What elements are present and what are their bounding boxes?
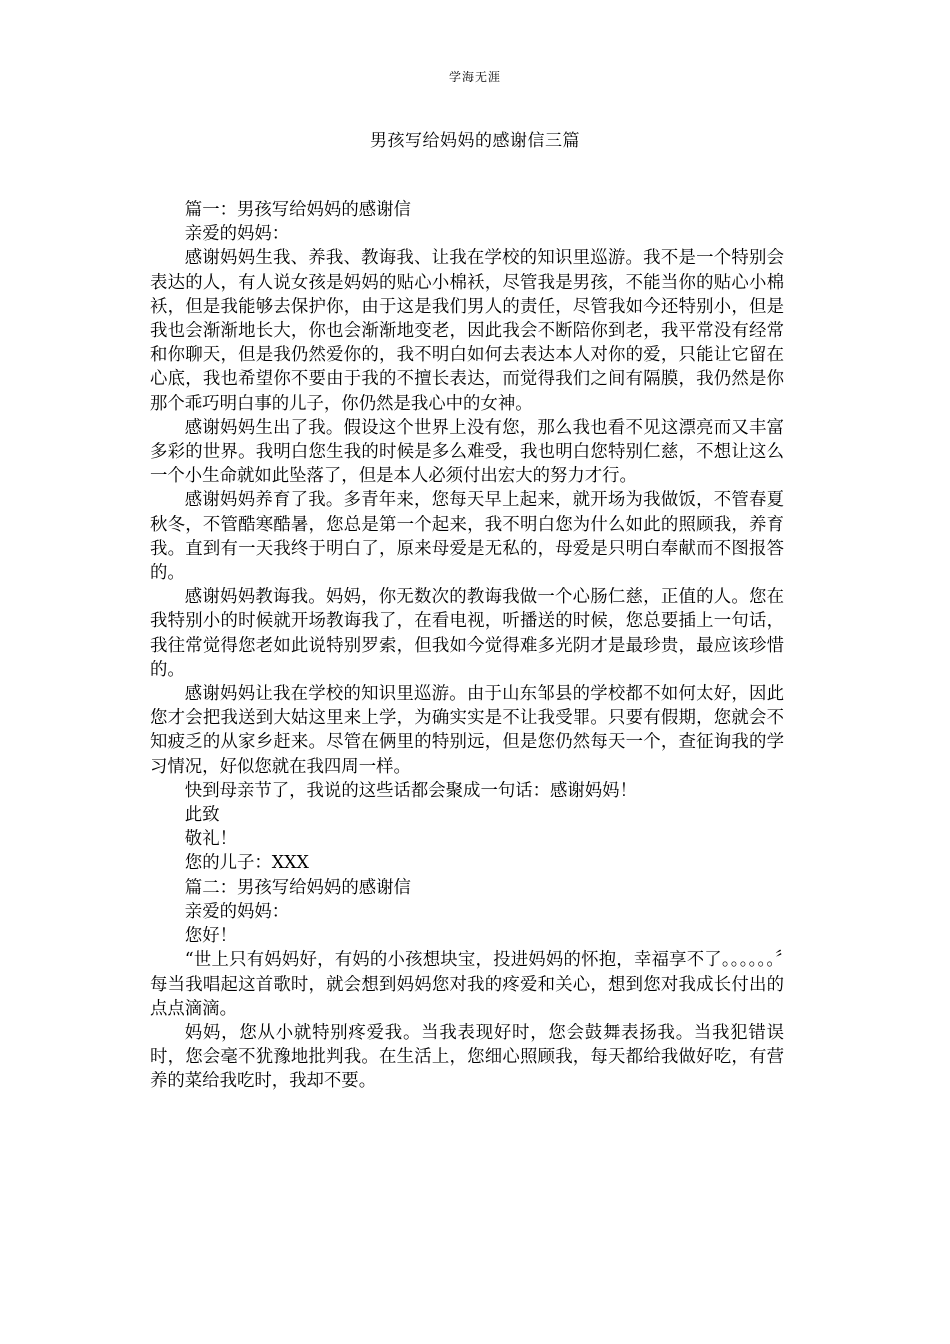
document-title: 男孩写给妈妈的感谢信三篇: [370, 131, 580, 151]
body-paragraph: 感谢妈妈教诲我。妈妈，你无数次的教诲我做一个心肠仁慈，正值的人。您在我特别小的时候就开场教诲我了，在看电视，听播送的时候，您总要插上一句话，我往常觉得您老如此说特别罗索，但我如今觉得难多光阴才是最珍贵，最应该珍惜的。: [150, 587, 784, 680]
greeting: 您好！: [184, 926, 237, 947]
closing-cizhi: 此致: [184, 805, 220, 826]
body-paragraph: 感谢妈妈养育了我。多青年来，您每天早上起来，就开场为我做饭，不管春夏秋冬，不管酷寒酷暑，您总是第一个起来，我不明白您为什么如此的照顾我，养育我。直到有一天我终于明白了，原来母爱是无私的，母爱是只明白奉献而不图报答的。: [150, 490, 784, 584]
section-heading: 篇二：男孩写给妈妈的感谢信: [184, 877, 411, 898]
page-header: 学海无涯: [448, 70, 501, 84]
closing-line: 快到母亲节了，我说的这些话都会聚成一句话：感谢妈妈！: [184, 780, 637, 801]
closing-jingli: 敬礼！: [184, 829, 237, 850]
signature: 您的儿子：XXX: [184, 853, 309, 874]
document-body: [150, 198, 784, 1094]
body-paragraph: 感谢妈妈生出了我。假设这个世界上没有您，那么我也看不见这漂亮而又丰富多彩的世界。我明白您生我的时候是多么难受，我也明白您特别仁慈，不想让这么一个小生命就如此坠落了，但是本人必须付出宏大的努力才行。: [150, 417, 784, 487]
body-paragraph: “世上只有妈妈好，有妈的小孩想块宝，投进妈妈的怀抱，幸福享不了。。。。。。〞每当我唱起这首歌时，就会想到妈妈您对我的疼爱和关心，想到您对我成长付出的点点滴滴。: [150, 950, 784, 1019]
body-paragraph: 妈妈，您从小就特别疼爱我。当我表现好时，您会鼓舞表扬我。当我犯错误时，您会毫不犹豫地批判我。在生活上，您细心照顾我，每天都给我做好吃，有营养的菜给我吃时，我却不要。: [150, 1022, 784, 1092]
section-heading: 篇一：男孩写给妈妈的感谢信: [184, 200, 411, 220]
body-paragraph: 感谢妈妈生我、养我、教诲我、让我在学校的知识里巡游。我不是一个特别会表达的人，有人说女孩是妈妈的贴心小棉袄，尽管我是男孩，不能当你的贴心小棉袄，但是我能够去保护你，由于这是我们男人的责任，尽管我如今还特别小，但是我也会渐渐地长大，你也会渐渐地变老，因此我会不断陪你到老，我平常没有经常和你聊天，但是我仍然爱你的，我不明白如何去表达本人对你的爱，只能让它留在心底，我也希望你不要由于我的不擅长表达，而觉得我们之间有隔膜，我仍然是你那个乖巧明白事的儿子，你仍然是我心中的女神。: [150, 248, 784, 414]
body-paragraph: 感谢妈妈让我在学校的知识里巡游。由于山东邹县的学校都不如何太好，因此您才会把我送到大姑这里来上学，为确实实是不让我受罪。只要有假期，您就会不知疲乏的从家乡赶来。尽管在俩里的特别远，但是您仍然每天一个，查征询我的学习情况，好似您就在我四周一样。: [150, 684, 784, 777]
salutation: 亲爱的妈妈：: [184, 901, 290, 922]
salutation: 亲爱的妈妈：: [184, 224, 290, 245]
